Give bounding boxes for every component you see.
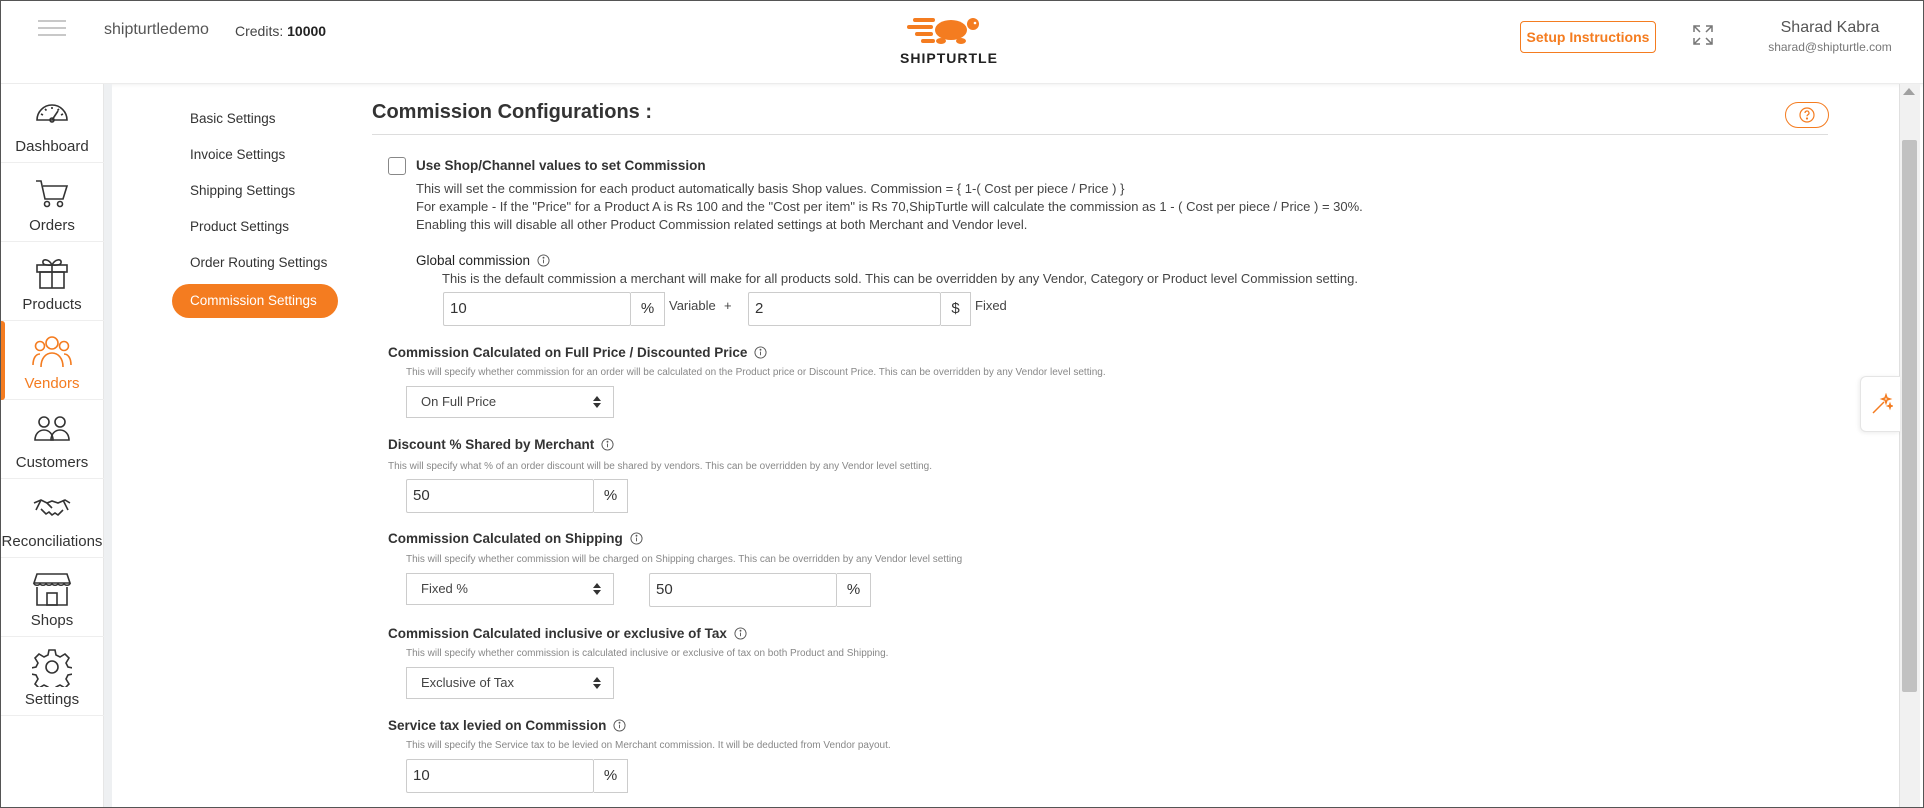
service-tax-input[interactable]: 10 <box>406 759 594 793</box>
info-icon[interactable] <box>601 438 614 451</box>
user-email: sharad@shipturtle.com <box>1768 40 1892 54</box>
user-name[interactable]: Sharad Kabra <box>1780 19 1880 36</box>
select-arrows-icon <box>593 677 601 689</box>
top-header <box>0 0 1924 84</box>
tax-commission-desc: This will specify whether commission is calculated inclusive or exclusive of tax on both Product and Shipping. <box>406 648 889 659</box>
info-icon[interactable] <box>734 627 747 640</box>
submenu-invoice-settings[interactable]: Invoice Settings <box>190 147 286 162</box>
cart-icon <box>32 173 72 213</box>
main-sidebar <box>0 84 104 808</box>
select-arrows-icon <box>593 396 601 408</box>
info-icon[interactable] <box>754 346 767 359</box>
dashboard-icon <box>32 94 72 134</box>
nav-label-customers: Customers <box>15 454 89 471</box>
full-price-label <box>388 345 767 360</box>
shipping-commission-title: Commission Calculated on Shipping <box>388 531 623 546</box>
tax-commission-selected: Exclusive of Tax <box>421 675 514 690</box>
nav-label-orders: Orders <box>29 217 75 234</box>
credits-label: Credits: <box>235 23 284 39</box>
gift-icon <box>32 252 72 292</box>
nav-item-products[interactable] <box>0 242 104 321</box>
gear-icon <box>32 647 72 687</box>
info-icon[interactable] <box>630 532 643 545</box>
logo-text: SHIPTURTLE <box>900 50 998 66</box>
plus-sign: + <box>724 298 732 313</box>
shipturtle-logo[interactable] <box>893 12 1005 70</box>
shop-values-desc-2: For example - If the "Price" for a Product A is Rs 100 and the "Cost per item" is Rs 70,ShipTurtle will calculate the commission as 1 - ( Cost per piece / Price ) = 30%. <box>416 199 1363 214</box>
shipping-commission-selected: Fixed % <box>421 581 468 596</box>
shipping-commission-desc: This will specify whether commission will be charged on Shipping charges. This can be overridden by any Vendor level setting <box>406 554 963 565</box>
service-tax-unit-addon: % <box>594 759 628 793</box>
credits-value: 10000 <box>287 23 327 39</box>
nav-item-orders[interactable] <box>0 163 104 242</box>
tax-commission-label <box>388 626 747 641</box>
nav-label-settings: Settings <box>24 691 80 708</box>
nav-label-reconciliations: Reconciliations <box>1 533 103 550</box>
nav-item-reconciliations[interactable] <box>0 479 104 558</box>
variable-unit-addon: % <box>631 292 665 326</box>
full-price-select[interactable] <box>406 386 614 418</box>
fixed-unit-addon: $ <box>941 292 971 326</box>
scrollbar-thumb[interactable] <box>1902 140 1917 692</box>
submenu-basic-settings[interactable]: Basic Settings <box>190 111 276 126</box>
submenu-order-routing-settings[interactable]: Order Routing Settings <box>190 255 328 270</box>
submenu-commission-settings[interactable]: Commission Settings <box>172 284 338 318</box>
help-button[interactable] <box>1785 102 1829 128</box>
nav-item-dashboard[interactable] <box>0 84 104 163</box>
discount-shared-label <box>388 437 614 452</box>
customers-icon <box>32 410 72 450</box>
discount-shared-desc: This will specify what % of an order discount will be shared by vendors. This can be overridden by any Vendor level setting. <box>388 461 932 472</box>
shop-values-checkbox[interactable] <box>388 157 406 175</box>
global-commission-desc: This is the default commission a merchant will make for all products sold. This can be overridden by any Vendor, Category or Product level Commission setting. <box>442 271 1358 286</box>
discount-shared-title: Discount % Shared by Merchant <box>388 437 595 452</box>
nav-item-shops[interactable] <box>0 558 104 637</box>
variable-commission-input[interactable]: 10 <box>443 292 631 326</box>
variable-label: Variable <box>669 298 716 313</box>
service-tax-title: Service tax levied on Commission <box>388 718 607 733</box>
title-divider <box>372 134 1828 135</box>
setup-instructions-button[interactable]: Setup Instructions <box>1520 21 1656 53</box>
service-tax-desc: This will specify the Service tax to be levied on Merchant commission. It will be deducted from Vendor payout. <box>406 740 891 751</box>
select-arrows-icon <box>593 583 601 595</box>
discount-unit-addon: % <box>594 479 628 513</box>
shop-values-label[interactable]: Use Shop/Channel values to set Commission <box>416 158 706 173</box>
submenu-product-settings[interactable]: Product Settings <box>190 219 290 234</box>
magic-wand-widget[interactable] <box>1860 376 1900 432</box>
store-name: shipturtledemo <box>104 21 209 38</box>
full-price-selected: On Full Price <box>421 394 497 409</box>
discount-shared-input[interactable]: 50 <box>406 479 594 513</box>
shipping-commission-input[interactable]: 50 <box>649 573 837 607</box>
fixed-commission-input[interactable]: 2 <box>748 292 941 326</box>
shop-icon <box>32 568 72 608</box>
submenu-shipping-settings[interactable]: Shipping Settings <box>190 183 296 198</box>
nav-label-shops: Shops <box>30 612 74 629</box>
shipping-commission-select[interactable] <box>406 573 614 605</box>
info-icon[interactable] <box>537 254 550 267</box>
full-price-desc: This will specify whether commission for an order will be calculated on the Product price or Discount Price. This can be overridden by any Vendor level setting. <box>406 367 1106 378</box>
vendors-icon <box>32 331 72 371</box>
tax-commission-select[interactable] <box>406 667 614 699</box>
service-tax-label <box>388 718 626 733</box>
nav-item-customers[interactable] <box>0 400 104 479</box>
nav-item-vendors[interactable] <box>0 321 104 400</box>
shipping-unit-addon: % <box>837 573 871 607</box>
fixed-label: Fixed <box>975 298 1007 313</box>
tax-commission-title: Commission Calculated inclusive or exclusive of Tax <box>388 626 727 641</box>
shop-values-desc-3: Enabling this will disable all other Product Commission related settings at both Merchant and Vendor level. <box>416 217 1028 232</box>
nav-label-dashboard: Dashboard <box>15 138 89 155</box>
magic-wand-icon <box>1871 393 1893 415</box>
menu-toggle-icon[interactable] <box>38 20 66 40</box>
full-price-title: Commission Calculated on Full Price / Discounted Price <box>388 345 748 360</box>
scroll-up-arrow-icon[interactable] <box>1903 88 1915 95</box>
fullscreen-icon[interactable] <box>1692 24 1714 46</box>
sidebar-gutter <box>104 84 112 808</box>
credits-display <box>235 23 326 39</box>
turtle-logo-icon <box>893 12 1005 52</box>
question-icon <box>1799 107 1815 123</box>
info-icon[interactable] <box>613 719 626 732</box>
shipping-commission-label <box>388 531 643 546</box>
global-commission-label <box>416 253 550 268</box>
nav-label-products: Products <box>22 296 82 313</box>
nav-item-settings[interactable] <box>0 637 104 716</box>
global-commission-title: Global commission <box>416 253 531 268</box>
page-title: Commission Configurations : <box>372 101 652 123</box>
nav-label-vendors: Vendors <box>24 375 80 392</box>
handshake-icon <box>32 489 72 529</box>
shop-values-desc-1: This will set the commission for each product automatically basis Shop values. Commission = { 1-( Cost per piece / Price ) } <box>416 181 1125 196</box>
